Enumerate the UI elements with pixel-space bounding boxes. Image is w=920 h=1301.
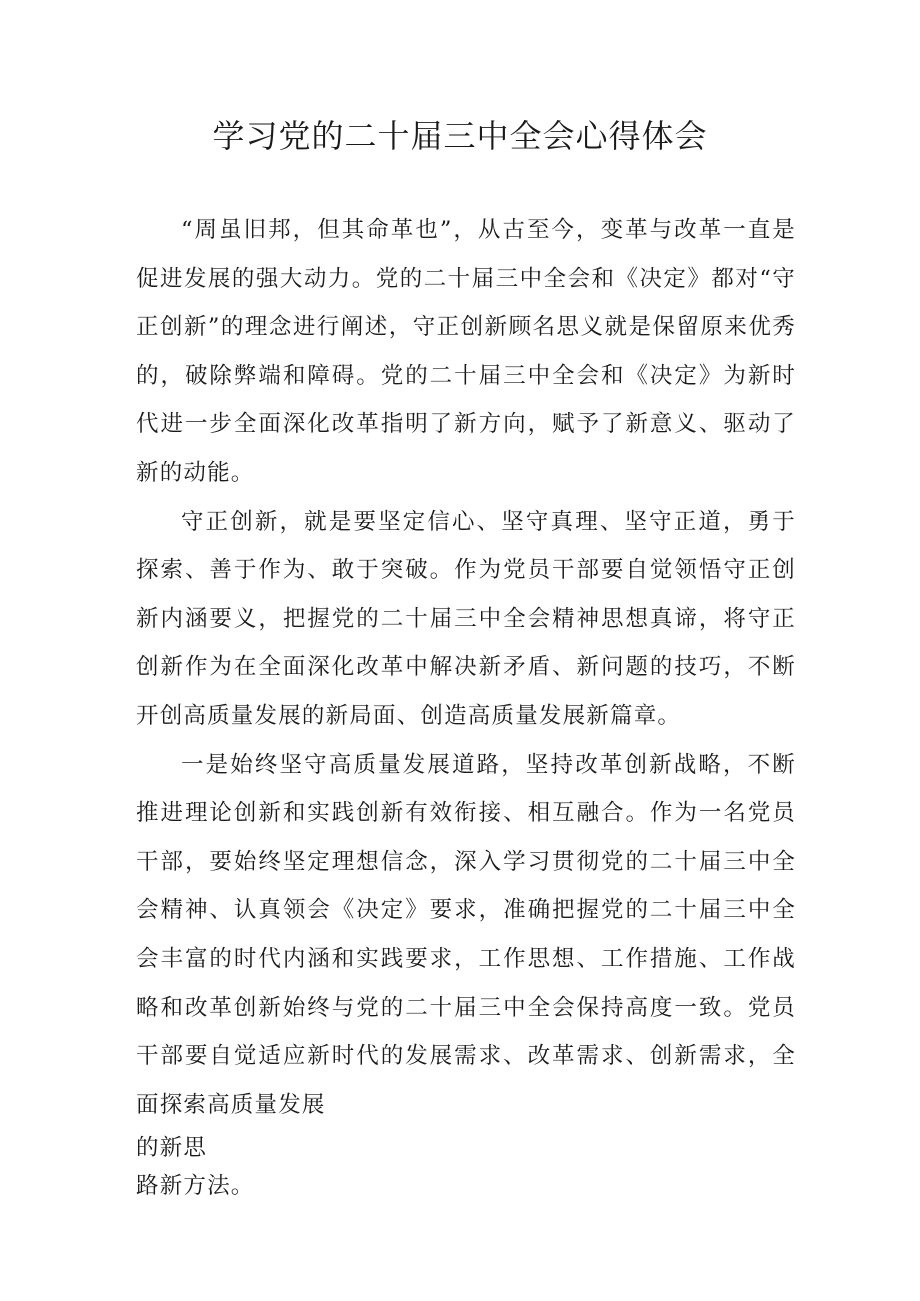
paragraph-2: 守正创新，就是要坚定信心、坚守真理、坚守正道，勇于探索、善于作为、敢于突破。作为党员干部要自觉领悟守正创新内涵要义，把握党的二十届三中全会精神思想真谛，将守正创新作为在全面深化改革中解决新矛盾、新问题的技巧，不断开创高质量发展的新局面、创造高质量发展新篇章。 xyxy=(136,508,796,729)
paragraph-3-tail xyxy=(136,1129,796,1205)
tail-line-1: 的新思 xyxy=(136,1135,208,1162)
document-body xyxy=(136,206,796,1205)
document-title: 学习党的二十届三中全会心得体会 xyxy=(212,117,708,155)
paragraph-1: “周虽旧邦，但其命革也”，从古至今，变革与改革一直是促进发展的强大动力。党的二十届三中全会和《决定》都对“守正创新”的理念进行阐述，守正创新顾名思义就是保留原来优秀的，破除弊端和障碍。党的二十届三中全会和《决定》为新时代进一步全面深化改革指明了新方向，赋予了新意义、驱动了新的动能。 xyxy=(136,217,796,486)
paragraph-3: 一是始终坚守高质量发展道路，坚持改革创新战略，不断推进理论创新和实践创新有效衔接、相互融合。作为一名党员干部，要始终坚定理想信念，深入学习贯彻党的二十届三中全会精神、认真领会《决定》要求，准确把握党的二十届三中全会丰富的时代内涵和实践要求，工作思想、工作措施、工作战略和改革创新始终与党的二十届三中全会保持高度一致。党员干部要自觉适应新时代的发展需求、改革需求、创新需求，全面探索高质量发展 xyxy=(136,751,796,1118)
tail-line-2: 路新方法。 xyxy=(136,1173,255,1200)
